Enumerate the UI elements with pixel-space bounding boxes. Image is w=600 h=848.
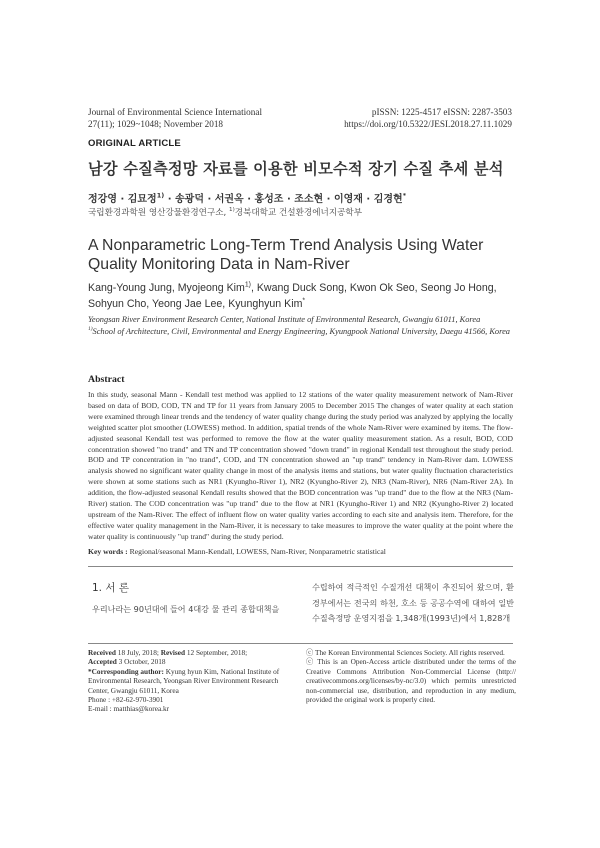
received-label: Received [88, 648, 116, 657]
phone: Phone : +82-62-970-3901 [88, 695, 164, 705]
journal-volume: 27(11); 1029~1048; November 2018 [88, 119, 224, 129]
title-korean: 남강 수질측정망 자료를 이용한 비모수적 장기 수질 추세 분석 [88, 160, 504, 178]
accepted-date: 3 October, 2018 [116, 657, 166, 667]
affil-ko-sup: 1) [229, 207, 235, 214]
authors-ko-star: * [402, 191, 407, 200]
affil-en-sup: 1) [88, 326, 93, 333]
revised-date: 12 September, 2018; [185, 648, 248, 657]
journal-identifiers [344, 106, 512, 130]
journal-info [88, 106, 262, 130]
authors-ko-first: 정강영 · 김묘정 [88, 194, 157, 205]
affil-en-2: School of Architecture, Civil, Environmental and Energy Engineering, Kyungpook National University, Daegu 41566, Korea [92, 327, 510, 336]
authors-en-first: Kang-Young Jung, Myojeong Kim [88, 282, 245, 294]
body-text-left-column: 우리나라는 90년대에 들어 4대강 물 관리 종합대책을 [92, 604, 280, 614]
section-title-introduction: 1. 서 론 [92, 582, 129, 594]
authors-en-star: * [302, 297, 306, 305]
article-type: ORIGINAL ARTICLE [88, 138, 181, 149]
title-english: A Nonparametric Long-Term Trend Analysis Using Water Quality Monitoring Data in Nam-River [88, 237, 484, 273]
authors-en-rest: , Kwang Duck Song, Kwon Ok Seo, Seong Jo Hong, Sohyun Cho, Yeong Jae Lee, Kyunghyun Kim [88, 282, 497, 310]
copyright-notice: ⓒ The Korean Environmental Sciences Society. All rights reserved. [306, 648, 505, 657]
journal-name: Journal of Environmental Science International [88, 107, 262, 117]
affil-ko-2: 경북대학교 건설환경에너지공학부 [234, 208, 363, 218]
corresponding-text: Kyung hyun Kim, National Institute of Environmental Research, Yeongsan River Environment Research Center, Gwangju 61011, Korea [88, 666, 280, 695]
abstract-text: In this study, seasonal Mann - Kendall test method was applied to 12 stations of the water quality measurement network of Nam-River based on data of BOD, COD, TN and TP for 11 years from January 2005 to December 2015 The changes of water quality at each station were examined through linear trends and the tendency of water quality change during the study period was analyzed by applying the locally weighted scatter plot smoother (LOWESS) method. In addition, spatial trends of the whole Nam-River were examined by items. The flow-adjusted seasonal Kendall test was performed to remove the flow at the water quality measurement station. As a result, BOD, COD concentration showed "no trand" and TN and TP concentration showed "down trand" in regional Kendall test throughout the study period. BOD and TP concentration in "no trand", COD, and TN concentration showed an "up trand" tendency in Nam-River dam. LOWESS analysis showed no significant water quality change in most of the analysis items and stations, but water quality fluctuation characteristics were shown at some stations such as NR1 (Kyungho-River 1), NR2 (Kyungho-River 2), NR3 (Nam-River), NR6 (Nam-River 2A). In addition, the flow-adjusted seasonal Kendall results showed that the BOD concentration was "up trand" due to the flow at the NR3 (Nam-River) station. The COD concentration was "up trand" due to the flow at NR1 (Kyungho-River 1) and NR2 (Kyungho-River 2) located upstream of the Nam-River. The effect of influent flow on water quality varies according to each site and analysis item. Therefore, for the effective water quality management in the Nam-River, it is necessary to take measures to improve the water quality at the point where the water quality is continuously "up trand" during the study period. [88, 390, 513, 541]
affil-ko-1: 국립환경과학원 영산강물환경연구소, [88, 208, 230, 218]
received-line [88, 648, 298, 657]
revised-label: Revised [160, 648, 186, 657]
affil-en-line2 [88, 326, 528, 338]
divider-footer [88, 643, 513, 644]
accepted-line [88, 657, 298, 666]
authors-korean [88, 190, 406, 205]
authors-en-sup: 1) [244, 281, 251, 289]
authors-ko-rest: · 송광덕 · 서권옥 · 홍성조 · 조소현 · 이영재 · 김경현 [164, 194, 403, 205]
affiliation-english [88, 314, 528, 338]
email[interactable]: E-mail : matthias@korea.kr [88, 704, 170, 714]
divider-top [88, 566, 513, 567]
accepted-label: Accepted [88, 657, 117, 667]
doi-link[interactable]: https://doi.org/10.5322/JESI.2018.27.11.1029 [344, 119, 512, 129]
keywords-text: Regional/seasonal Mann-Kendall, LOWESS, Nam-River, Nonparametric statistical [127, 547, 386, 556]
abstract-heading: Abstract [88, 374, 125, 385]
received-date: 18 July, 2018; [115, 648, 161, 657]
keywords-label: Key words : [88, 547, 128, 556]
authors-english [88, 280, 528, 312]
affiliation-korean [88, 206, 362, 218]
issn: pISSN: 1225-4517 eISSN: 2287-3503 [371, 107, 512, 117]
license-notice: ⓒ This is an Open-Access article distributed under the terms of the Creative Commons Attribution Non-Commercial License (http:// creativecommons.org/licenses/by-nc/3.0) which permits unrestricted non-commercial use, distribution, and reproduction in any medium, provided the original work is properly cited. [306, 657, 516, 705]
body-text-right-column: 수립하여 적극적인 수질개선 대책이 추진되어 왔으며, 환경부에서는 전국의 하천, 호소 등 공공수역에 대하여 일반수질측정망 운영지점을 1,348개(1993년)에서 1,828개 [312, 582, 514, 624]
keywords [88, 547, 513, 556]
corresponding-label: *Corresponding author: [88, 666, 164, 676]
footer-article-info [88, 648, 298, 714]
footer-license [306, 648, 516, 704]
corresponding-author [88, 667, 298, 695]
affil-en-line1: Yeongsan River Environment Research Center, National Institute of Environmental Research, Gwangju 61011, Korea [88, 315, 481, 324]
authors-ko-sup: 1) [156, 191, 165, 200]
